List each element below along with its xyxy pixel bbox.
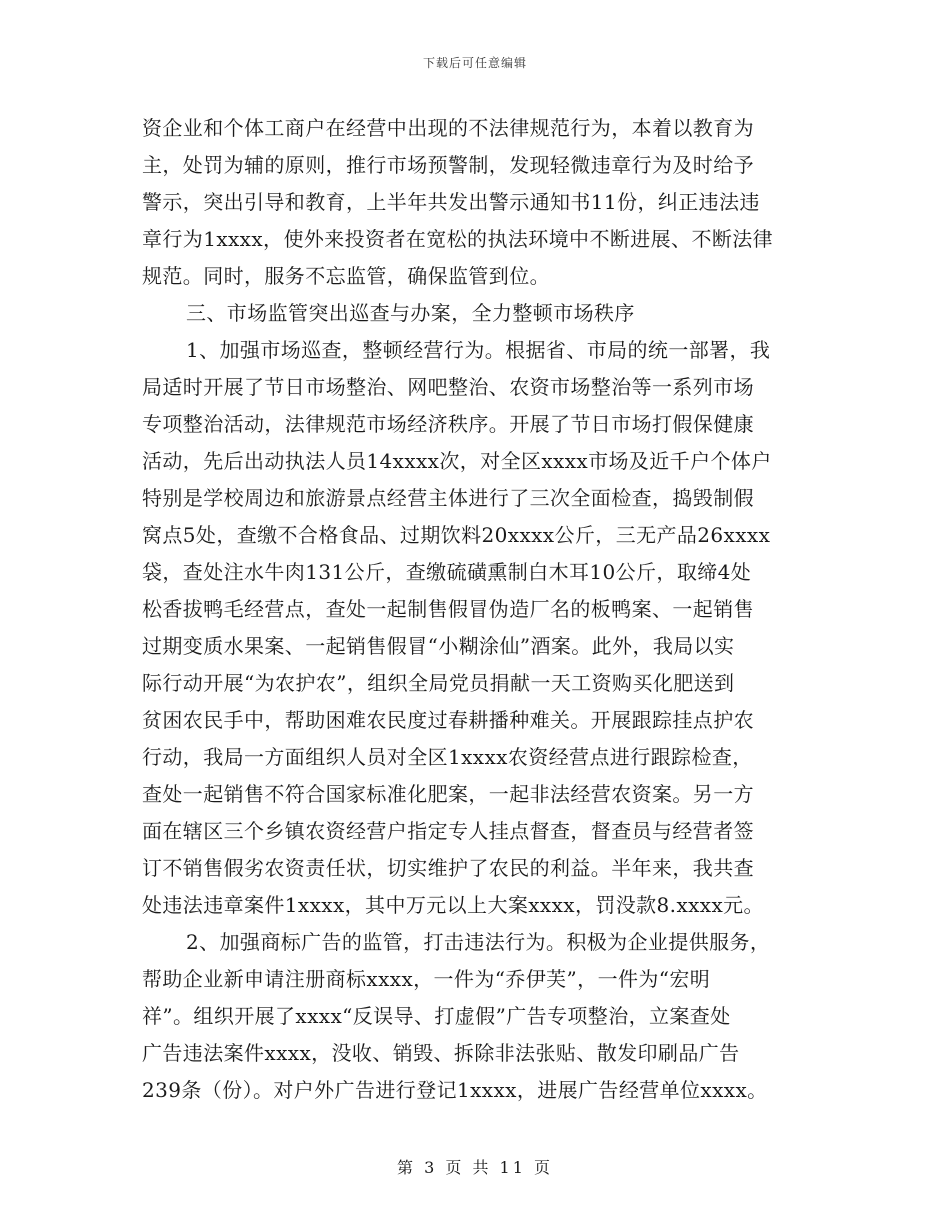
page-header: 下载后可任意编辑 <box>422 56 527 70</box>
paragraph-start: 2、加强商标广告的监管，打击违法行为。积极为企业提供服务， <box>186 930 771 954</box>
text-line: 过期变质水果案、一起销售假冒“小糊涂仙”酒案。此外，我局以实 <box>142 634 735 658</box>
text-line: 松香拔鸭毛经营点，查处一起制售假冒伪造厂名的板鸭案、一起销售 <box>142 597 754 621</box>
section-heading: 三、市场监管突出巡查与办案，全力整顿市场秩序 <box>186 301 635 325</box>
text-line: 祥”。组织开展了xxxx“反误导、打虚假”广告专项整治，立案查处 <box>142 1004 731 1028</box>
text-line: 袋，查处注水牛肉131公斤，查缴硫磺熏制白木耳10公斤，取缔4处 <box>142 560 752 584</box>
text-line: 章行为1xxxx，使外来投资者在宽松的执法环境中不断进展、不断法律 <box>142 227 774 251</box>
paragraph-start: 1、加强市场巡查，整顿经营行为。根据省、市局的统一部署，我 <box>186 338 771 362</box>
text-line: 际行动开展“为农护农”，组织全局党员捐献一天工资购买化肥送到 <box>142 671 735 695</box>
text-line: 查处一起销售不符合国家标准化肥案，一起非法经营农资案。另一方 <box>142 782 754 806</box>
text-line: 特别是学校周边和旅游景点经营主体进行了三次全面检查，捣毁制假 <box>142 486 754 510</box>
text-line: 活动，先后出动执法人员14xxxx次，对全区xxxx市场及近千户个体户 <box>142 449 772 473</box>
text-line: 面在辖区三个乡镇农资经营户指定专人挂点督查，督查员与经营者签 <box>142 819 754 843</box>
text-line: 警示，突出引导和教育，上半年共发出警示通知书11份，纠正违法违 <box>142 190 760 214</box>
text-line: 资企业和个体工商户在经营中出现的不法律规范行为，本着以教育为 <box>142 116 754 140</box>
text-line: 239条（份）。对户外广告进行登记1xxxx，进展广告经营单位xxxx。 <box>142 1078 768 1102</box>
document-body <box>142 110 810 1109</box>
text-line: 局适时开展了节日市场整治、网吧整治、农资市场整治等一系列市场 <box>142 375 754 399</box>
text-line: 主，处罚为辅的原则，推行市场预警制，发现轻微违章行为及时给予 <box>142 153 754 177</box>
text-line: 行动，我局一方面组织人员对全区1xxxx农资经营点进行跟踪检查， <box>142 745 753 769</box>
text-line: 帮助企业新申请注册商标xxxx，一件为“乔伊芙”，一件为“宏明 <box>142 967 711 991</box>
text-line: 专项整治活动，法律规范市场经济秩序。开展了节日市场打假保健康 <box>142 412 754 436</box>
text-line: 窝点5处，查缴不合格食品、过期饮料20xxxx公斤，三无产品26xxxx <box>142 523 771 547</box>
text-line: 处违法违章案件1xxxx，其中万元以上大案xxxx，罚没款8.xxxx元。 <box>142 893 764 917</box>
text-line: 广告违法案件xxxx，没收、销毁、拆除非法张贴、散发印刷品广告 <box>142 1041 740 1065</box>
text-line: 贫困农民手中，帮助困难农民度过春耕播种难关。开展跟踪挂点护农 <box>142 708 754 732</box>
page-footer: 第 3 页 共 11 页 <box>397 1158 553 1177</box>
text-line: 订不销售假劣农资责任状，切实维护了农民的利益。半年来，我共查 <box>142 856 754 880</box>
text-line: 规范。同时，服务不忘监管，确保监管到位。 <box>142 264 550 288</box>
